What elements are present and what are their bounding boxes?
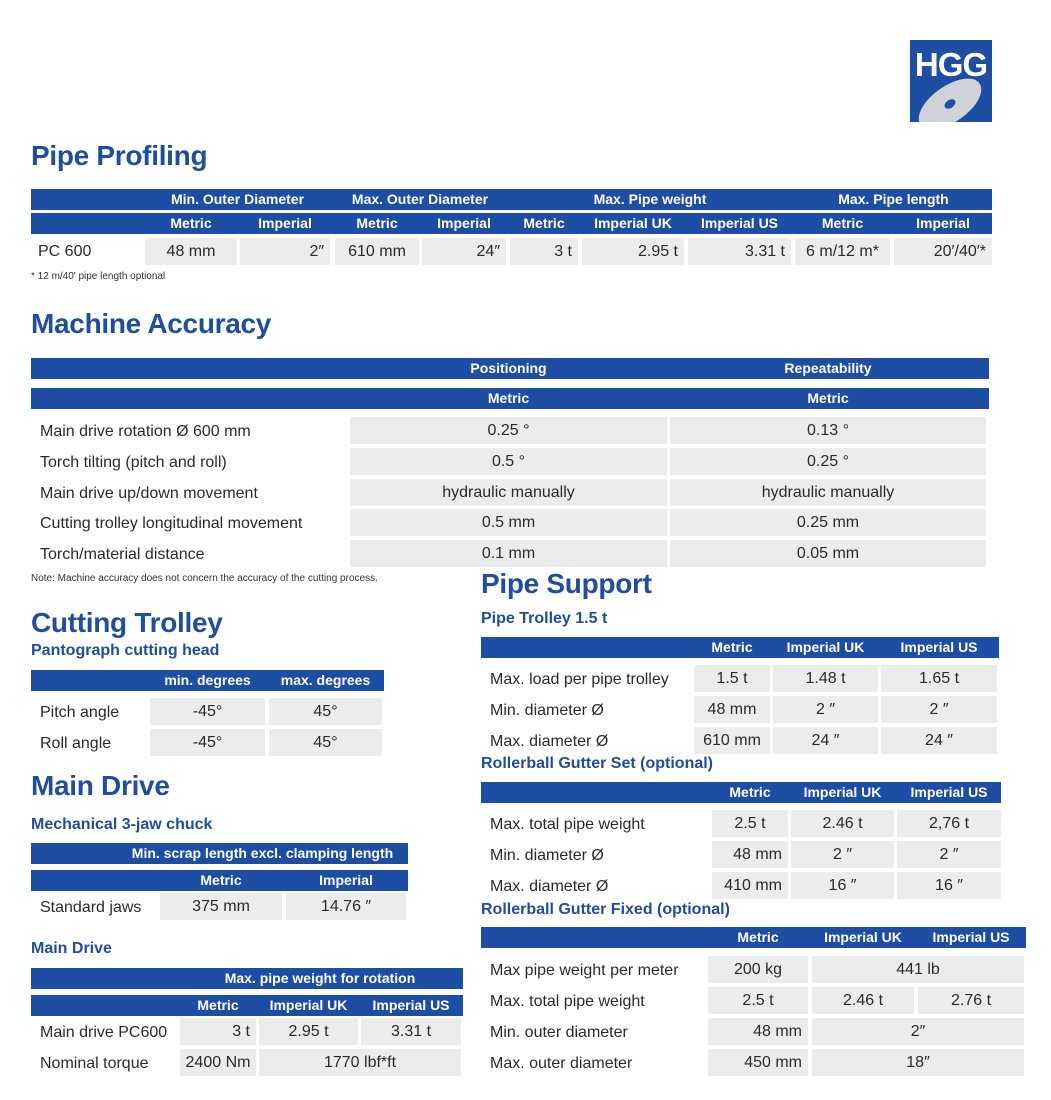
main-drive-title: Main Drive (31, 770, 170, 801)
pipe-length-note: * 12 m/40′ pipe length optional (31, 271, 166, 282)
trolley-us: 2 ″ (881, 696, 997, 723)
group-max-pipe-length: Max. Pipe length (838, 191, 949, 207)
header-positioning: Positioning (470, 360, 547, 376)
accuracy-positioning: 0.5 ° (350, 448, 667, 475)
chuck-subtitle: Mechanical 3-jaw chuck (31, 816, 213, 833)
accuracy-note: Note: Machine accuracy does not concern the accuracy of the cutting process. (31, 573, 378, 584)
subheader-imperial: Imperial (437, 215, 491, 231)
subheader-imperial: Imperial (319, 872, 373, 888)
main-drive-pc600-metric: 3 t (180, 1018, 256, 1045)
subheader-metric: Metric (711, 639, 753, 655)
gutter-fixed-subtitle: Rollerball Gutter Fixed (optional) (481, 901, 730, 918)
trolley-uk: 1.48 t (773, 665, 878, 692)
group-max-pipe-weight: Max. Pipe weight (593, 191, 707, 207)
logo-disc-icon (910, 40, 992, 122)
trolley-row-label: Max. load per pipe trolley (490, 671, 669, 688)
accuracy-positioning: 0.5 mm (350, 509, 667, 536)
subheader-metric: Metric (807, 390, 849, 406)
main-drive-pc600-uk: 2.95 t (259, 1018, 358, 1045)
gutter-fixed-metric: 450 mm (708, 1049, 808, 1076)
gutter-set-us: 2,76 t (897, 810, 1001, 837)
gutter-set-uk: 2 ″ (791, 841, 894, 868)
gutter-fixed-row-label: Max. outer diameter (490, 1055, 633, 1072)
gutter-fixed-row-label: Max pipe weight per meter (490, 962, 679, 979)
subheader-metric: Metric (170, 215, 212, 231)
gutter-fixed-metric: 48 mm (708, 1018, 808, 1045)
roll-angle-label: Roll angle (40, 735, 112, 752)
accuracy-repeatability: 0.13 ° (670, 417, 986, 444)
subheader-imperial-us: Imperial US (700, 215, 779, 231)
trolley-row-label: Min. diameter Ø (490, 702, 604, 719)
trolley-metric: 48 mm (694, 696, 770, 723)
accuracy-repeatability: 0.05 mm (670, 540, 986, 567)
nominal-torque-label: Nominal torque (40, 1055, 149, 1072)
main-drive-pc600-label: Main drive PC600 (40, 1024, 168, 1041)
cutting-trolley-subtitle: Pantograph cutting head (31, 642, 220, 659)
gutter-set-metric: 2.5 t (712, 810, 788, 837)
trolley-row-label: Max. diameter Ø (490, 733, 609, 750)
header-min-scrap-length: Min. scrap length excl. clamping length (131, 845, 394, 861)
trolley-uk: 2 ″ (773, 696, 878, 723)
gutter-fixed-us: 2.76 t (918, 987, 1024, 1014)
subheader-imperial-uk: Imperial UK (786, 639, 865, 655)
header-max-degrees: max. degrees (280, 672, 371, 688)
subheader-metric: Metric (487, 390, 530, 406)
pc600-length-imperial: 20′/40′* (894, 238, 992, 265)
gutter-fixed-metric: 200 kg (708, 956, 808, 983)
group-max-outer-diameter: Max. Outer Diameter (351, 191, 489, 207)
subheader-imperial-uk: Imperial UK (824, 929, 902, 945)
gutter-set-us: 2 ″ (897, 841, 1001, 868)
subheader-metric: Metric (523, 215, 565, 231)
trolley-uk: 24 ″ (773, 727, 878, 754)
group-min-outer-diameter: Min. Outer Diameter (170, 191, 305, 207)
nominal-torque-imperial: 1770 lbf*ft (259, 1049, 461, 1076)
gutter-set-us: 16 ″ (897, 872, 1001, 899)
subheader-imperial-us: Imperial US (910, 784, 988, 800)
subheader-imperial: Imperial (916, 215, 970, 231)
pipe-profiling-title: Pipe Profiling (31, 140, 208, 171)
subheader-imperial-us: Imperial US (372, 997, 450, 1013)
pitch-angle-max: 45° (269, 698, 382, 725)
gutter-set-uk: 2.46 t (791, 810, 894, 837)
pc600-label: PC 600 (38, 243, 92, 260)
pitch-angle-min: -45° (150, 698, 265, 725)
logo-text: HGG (914, 46, 988, 83)
gutter-fixed-uk: 2.46 t (812, 987, 914, 1014)
accuracy-repeatability: 0.25 mm (670, 509, 986, 536)
subheader-imperial-us: Imperial US (932, 929, 1010, 945)
accuracy-row-label: Main drive rotation Ø 600 mm (40, 423, 251, 440)
gutter-fixed-metric: 2.5 t (708, 987, 808, 1014)
trolley-us: 24 ″ (881, 727, 997, 754)
pc600-weight-metric: 3 t (510, 238, 578, 265)
main-drive-subtitle: Main Drive (31, 940, 112, 957)
header-max-pipe-weight-rotation: Max. pipe weight for rotation (224, 970, 416, 986)
pc600-weight-uk: 2.95 t (582, 238, 684, 265)
trolley-metric: 1.5 t (694, 665, 770, 692)
gutter-set-row-label: Max. diameter Ø (490, 878, 609, 895)
roll-angle-max: 45° (269, 729, 382, 756)
gutter-set-metric: 410 mm (712, 872, 788, 899)
pitch-angle-label: Pitch angle (40, 704, 120, 721)
pc600-min-od-metric: 48 mm (145, 238, 237, 265)
gutter-set-metric: 48 mm (712, 841, 788, 868)
accuracy-repeatability: hydraulic manually (670, 479, 986, 506)
standard-jaws-imperial: 14.76 ″ (286, 893, 406, 920)
subheader-metric: Metric (737, 929, 779, 945)
standard-jaws-metric: 375 mm (160, 893, 282, 920)
gutter-set-subtitle: Rollerball Gutter Set (optional) (481, 755, 714, 772)
gutter-set-uk: 16 ″ (791, 872, 894, 899)
subheader-metric: Metric (356, 215, 398, 231)
subheader-imperial: Imperial (258, 215, 312, 231)
gutter-fixed-row-label: Max. total pipe weight (490, 993, 645, 1010)
subheader-metric: Metric (729, 784, 771, 800)
header-repeatability: Repeatability (784, 360, 872, 376)
accuracy-positioning: 0.1 mm (350, 540, 667, 567)
subheader-imperial-uk: Imperial UK (269, 997, 348, 1013)
accuracy-positioning: hydraulic manually (350, 479, 667, 506)
subheader-metric: Metric (821, 215, 864, 231)
hgg-logo (910, 40, 992, 122)
pc600-min-od-imperial: 2″ (240, 238, 330, 265)
subheader-metric: Metric (200, 872, 242, 888)
gutter-fixed-imperial: 441 lb (812, 956, 1024, 983)
gutter-fixed-imperial: 2″ (812, 1018, 1024, 1045)
accuracy-row-label: Torch tilting (pitch and roll) (40, 454, 227, 471)
nominal-torque-metric: 2400 Nm (180, 1049, 256, 1076)
main-drive-pc600-us: 3.31 t (361, 1018, 461, 1045)
trolley-metric: 610 mm (694, 727, 770, 754)
subheader-metric: Metric (197, 997, 239, 1013)
gutter-set-row-label: Max. total pipe weight (490, 816, 645, 833)
subheader-imperial-uk: Imperial UK (594, 215, 672, 231)
accuracy-positioning: 0.25 ° (350, 417, 667, 444)
gutter-fixed-imperial: 18″ (812, 1049, 1024, 1076)
gutter-set-row-label: Min. diameter Ø (490, 847, 604, 864)
subheader-imperial-us: Imperial US (900, 639, 978, 655)
header-min-degrees: min. degrees (164, 672, 251, 688)
standard-jaws-label: Standard jaws (40, 899, 142, 916)
accuracy-repeatability: 0.25 ° (670, 448, 986, 475)
cutting-trolley-title: Cutting Trolley (31, 607, 223, 638)
accuracy-row-label: Torch/material distance (40, 546, 205, 563)
subheader-imperial-uk: Imperial UK (803, 784, 882, 800)
roll-angle-min: -45° (150, 729, 265, 756)
pc600-weight-us: 3.31 t (688, 238, 791, 265)
pipe-trolley-subtitle: Pipe Trolley 1.5 t (481, 610, 608, 627)
pc600-max-od-imperial: 24″ (422, 238, 506, 265)
pc600-length-metric: 6 m/12 m* (795, 238, 890, 265)
pipe-support-title: Pipe Support (481, 568, 652, 599)
pc600-max-od-metric: 610 mm (335, 238, 419, 265)
accuracy-row-label: Cutting trolley longitudinal movement (40, 515, 303, 532)
machine-accuracy-title: Machine Accuracy (31, 308, 272, 339)
trolley-us: 1.65 t (881, 665, 997, 692)
gutter-fixed-row-label: Min. outer diameter (490, 1024, 628, 1041)
accuracy-row-label: Main drive up/down movement (40, 485, 258, 502)
